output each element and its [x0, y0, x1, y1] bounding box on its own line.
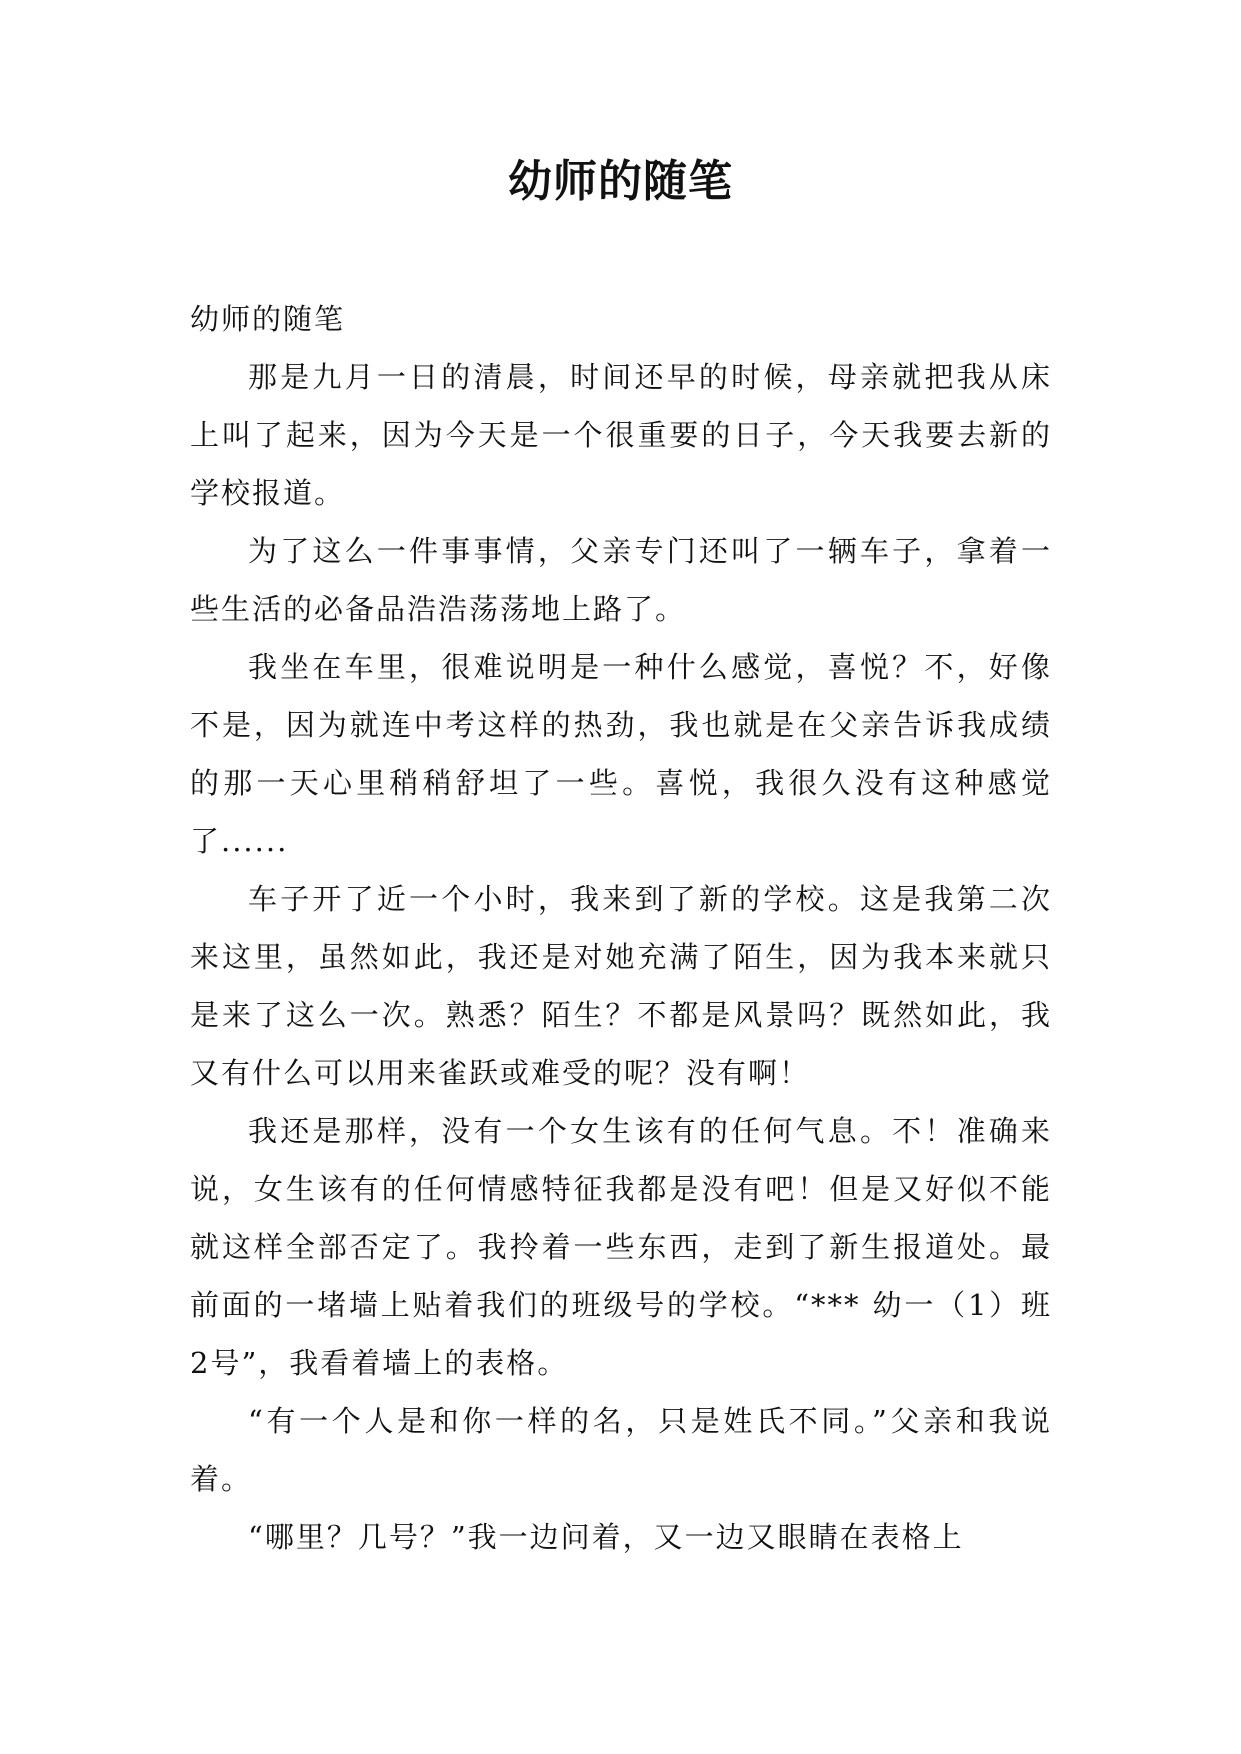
- paragraph: 车子开了近一个小时，我来到了新的学校。这是我第二次来这里，虽然如此，我还是对她充满了陌生，因为我本来就只是来了这么一次。熟悉？陌生？不都是风景吗？既然如此，我又有什么可以用来雀跃或难受的呢？没有啊！: [190, 882, 1052, 1090]
- paragraph: “有一个人是和你一样的名，只是姓氏不同。”父亲和我说着。: [190, 1404, 1052, 1496]
- paragraph: “哪里？几号？”我一边问着，又一边又眼睛在表格上: [248, 1520, 964, 1554]
- paragraph: 我还是那样，没有一个女生该有的任何气息。不！准确来说，女生该有的任何情感特征我都是没有吧！但是又好似不能就这样全部否定了。我拎着一些东西，走到了新生报道处。最前面的一堵墙上贴着我们的班级号的学校。“*** 幼一（1）班 2号”，我看着墙上的表格。: [190, 1114, 1052, 1380]
- document-title: 幼师的随笔: [508, 156, 733, 207]
- paragraph: 那是九月一日的清晨，时间还早的时候，母亲就把我从床上叫了起来，因为今天是一个很重要的日子，今天我要去新的学校报道。: [190, 360, 1052, 510]
- document-subtitle: 幼师的随笔: [190, 302, 346, 336]
- document-body: [190, 290, 1052, 1566]
- paragraph: 我坐在车里，很难说明是一种什么感觉，喜悦？不，好像不是，因为就连中考这样的热劲，我也就是在父亲告诉我成绩的那一天心里稍稍舒坦了一些。喜悦，我很久没有这种感觉了......: [190, 650, 1052, 858]
- paragraph: 为了这么一件事事情，父亲专门还叫了一辆车子，拿着一些生活的必备品浩浩荡荡地上路了。: [190, 534, 1052, 626]
